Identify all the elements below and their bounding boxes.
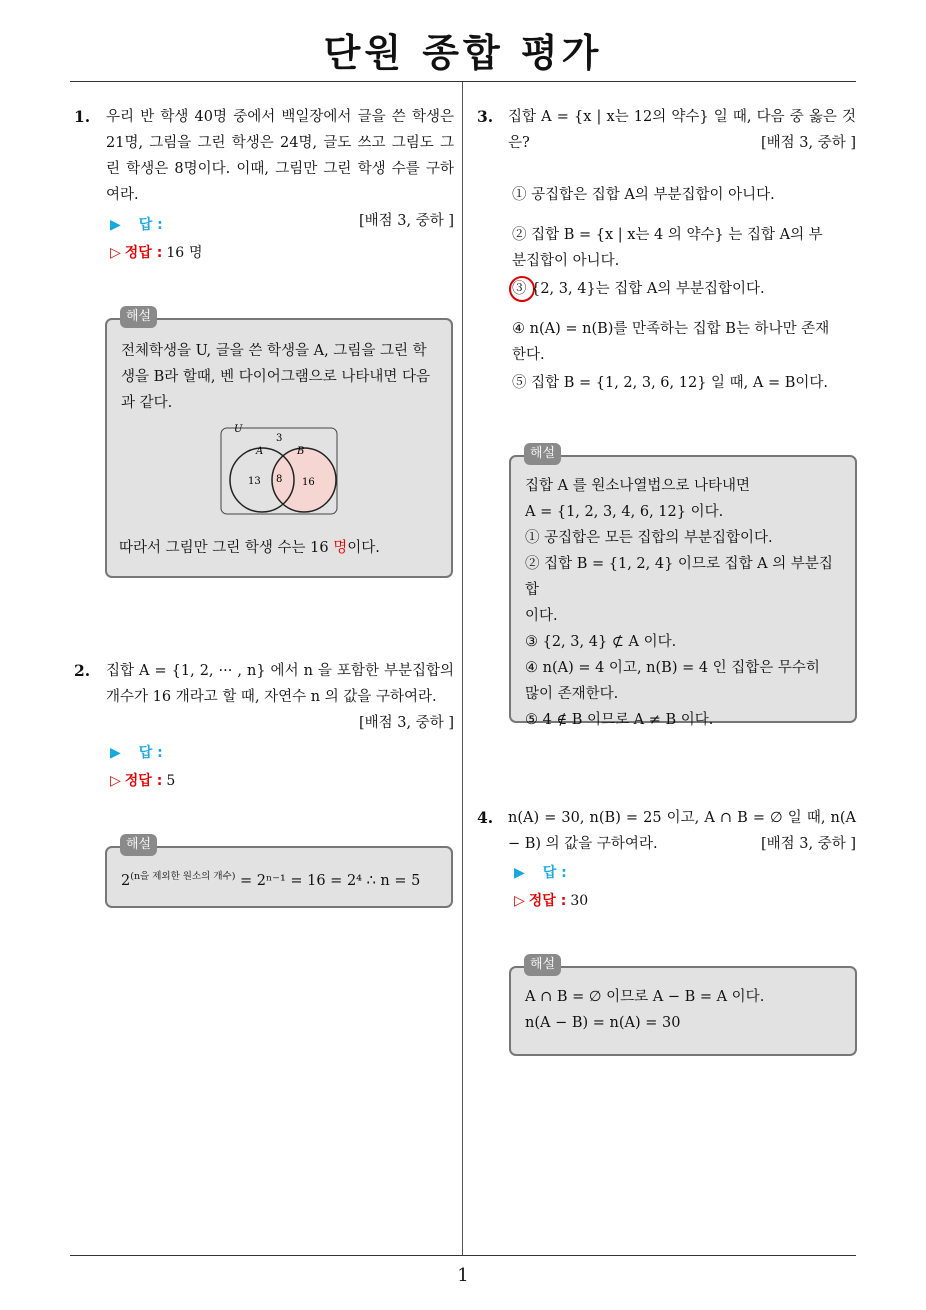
- formula-base: 2: [121, 872, 131, 889]
- explanation-line: n(A − B) = n(A) = 30: [525, 1015, 681, 1031]
- venn-outside-count: 3: [276, 433, 283, 444]
- question-body: 집합 A = {x | x는 12의 약수} 일 때, 다음 중 옳은 것은?: [508, 109, 856, 151]
- correct-value: 16: [166, 245, 185, 261]
- conclusion-text: 따라서 그림만 그린 학생 수는 16: [119, 540, 329, 556]
- option-mark: ④: [512, 321, 525, 337]
- question-meta: [배점 3, 중하 ]: [358, 213, 454, 229]
- option-mark: ⑤: [512, 375, 527, 391]
- answer-marker: ▶: [514, 865, 525, 881]
- option-4[interactable]: [512, 316, 832, 368]
- answer-label: 답 :: [542, 865, 567, 881]
- explanation-box: [509, 455, 857, 728]
- option-text: {2, 3, 4}는 집합 A의 부분집합이다.: [531, 281, 765, 297]
- explanation-line: A ∩ B = ∅ 이므로 A − B = A 이다.: [525, 989, 765, 1005]
- column-divider: [462, 82, 463, 1255]
- correct-answer-line: [110, 770, 175, 790]
- explanation-lines: [525, 473, 841, 733]
- answer-line: [110, 214, 163, 234]
- question-meta: [배점 3, 중하 ]: [760, 836, 856, 852]
- explanation-line: 집합 A 를 원소나열법으로 나타내면: [525, 478, 751, 494]
- question-text: [508, 805, 856, 857]
- answer-marker: ▶: [110, 745, 121, 761]
- page-title: 단원 종합 평가: [323, 31, 603, 75]
- option-text: 집합 B = {1, 2, 3, 6, 12} 일 때, A = B이다.: [531, 375, 828, 391]
- explanation-line: 많이 존재한다.: [525, 686, 619, 702]
- question-text: [508, 104, 856, 156]
- formula-exponent: (n을 제외한 원소의 개수): [130, 871, 236, 882]
- answer-line: [514, 862, 567, 882]
- question-body: 집합 A = {1, 2, ··· , n} 에서 n 을 포함한 부분집합의 개수가 16 개라고 할 때, 자연수 n 의 값을 구하여라.: [106, 663, 454, 705]
- question-number: 4.: [477, 808, 494, 827]
- correct-label: 정답 :: [124, 245, 163, 261]
- question-body: n(A) = 30, n(B) = 25 이고, A ∩ B = ∅ 일 때, n(A − B) 의 값을 구하여라.: [508, 810, 856, 852]
- explanation-tag: 해설: [120, 306, 157, 328]
- answer-label: 답 :: [138, 745, 163, 761]
- explanation-line: ① 공집합은 모든 집합의 부분집합이다.: [525, 530, 773, 546]
- bottom-rule: [70, 1255, 856, 1256]
- question-text: [106, 658, 454, 736]
- top-rule: [70, 81, 856, 82]
- option-1[interactable]: [512, 182, 852, 208]
- explanation-box: [509, 966, 857, 1056]
- explanation-formula: [121, 864, 437, 894]
- option-text: 공집합은 집합 A의 부분집합이 아니다.: [531, 187, 775, 203]
- correct-unit: 명: [189, 245, 203, 261]
- conclusion-end: 이다.: [347, 540, 380, 556]
- explanation-box: [105, 846, 453, 908]
- venn-label-b: B: [297, 446, 305, 457]
- explanation-line: ⑤ 4 ∉ B 이므로 A ≠ B 이다.: [525, 712, 714, 728]
- correct-marker: ▷: [514, 893, 525, 909]
- option-text: n(A) = n(B)를 만족하는 집합 B는 하나만 존재한다.: [512, 321, 830, 363]
- question-meta: [배점 3, 중하 ]: [358, 715, 454, 731]
- option-mark: ②: [512, 227, 527, 243]
- correct-value: 5: [166, 773, 176, 789]
- correct-value: 30: [570, 893, 589, 909]
- conclusion-unit: 명: [333, 540, 348, 556]
- explanation-tag: 해설: [524, 954, 561, 976]
- question-number: 1.: [74, 107, 91, 126]
- option-mark: ③: [512, 281, 527, 297]
- correct-answer-line: [110, 242, 203, 262]
- answer-label: 답 :: [138, 217, 163, 233]
- question-body: 우리 반 학생 40명 중에서 백일장에서 글을 쓴 학생은 21명, 그림을 그린 학생은 24명, 글도 쓰고 그림도 그린 학생은 8명이다. 이때, 그림만 그린 학생 수를 구하여라.: [106, 109, 454, 203]
- correct-label: 정답 :: [528, 893, 567, 909]
- venn-label-a: A: [256, 446, 264, 457]
- correct-answer-line: [514, 890, 588, 910]
- option-2[interactable]: [512, 222, 832, 274]
- explanation-text: 전체학생을 U, 글을 쓴 학생을 A, 그림을 그린 학생을 B라 할때, 벤 다이어그램으로 나타내면 다음과 같다.: [121, 343, 431, 411]
- explanation-tag: 해설: [524, 443, 561, 465]
- explanation-line: ④ n(A) = 4 이고, n(B) = 4 인 집합은 무수히: [525, 660, 820, 676]
- option-3[interactable]: [512, 276, 852, 302]
- page-number: 1: [457, 1265, 469, 1286]
- explanation-line: ② 집합 B = {1, 2, 4} 이므로 집합 A 의 부분집합: [525, 556, 833, 598]
- explanation-line: 이다.: [525, 608, 558, 624]
- option-text: 집합 B = {x | x는 4 의 약수} 는 집합 A의 부분집합이 아니다.: [512, 227, 823, 269]
- explanation-line: A = {1, 2, 3, 4, 6, 12} 이다.: [525, 504, 724, 520]
- answer-line: [110, 742, 163, 762]
- explanation-line: ③ {2, 3, 4} ⊄ A 이다.: [525, 634, 677, 650]
- correct-marker: ▷: [110, 773, 121, 789]
- correct-label: 정답 :: [124, 773, 163, 789]
- explanation-lines: [525, 984, 841, 1036]
- venn-diagram: [220, 424, 340, 516]
- venn-only-b: 16: [302, 477, 315, 488]
- answer-marker: ▶: [110, 217, 121, 233]
- formula-rest: = 2ⁿ⁻¹ = 16 = 2⁴ ∴ n = 5: [235, 872, 421, 889]
- explanation-tag: 해설: [120, 834, 157, 856]
- venn-only-a: 13: [248, 476, 261, 487]
- correct-marker: ▷: [110, 245, 121, 261]
- venn-both: 8: [276, 474, 283, 485]
- option-mark: ①: [512, 187, 527, 203]
- explanation-conclusion: [119, 535, 380, 561]
- question-number: 2.: [74, 661, 91, 680]
- venn-label-u: U: [234, 424, 243, 435]
- option-5[interactable]: [512, 370, 852, 396]
- question-meta: [배점 3, 중하 ]: [760, 135, 856, 151]
- question-number: 3.: [477, 107, 494, 126]
